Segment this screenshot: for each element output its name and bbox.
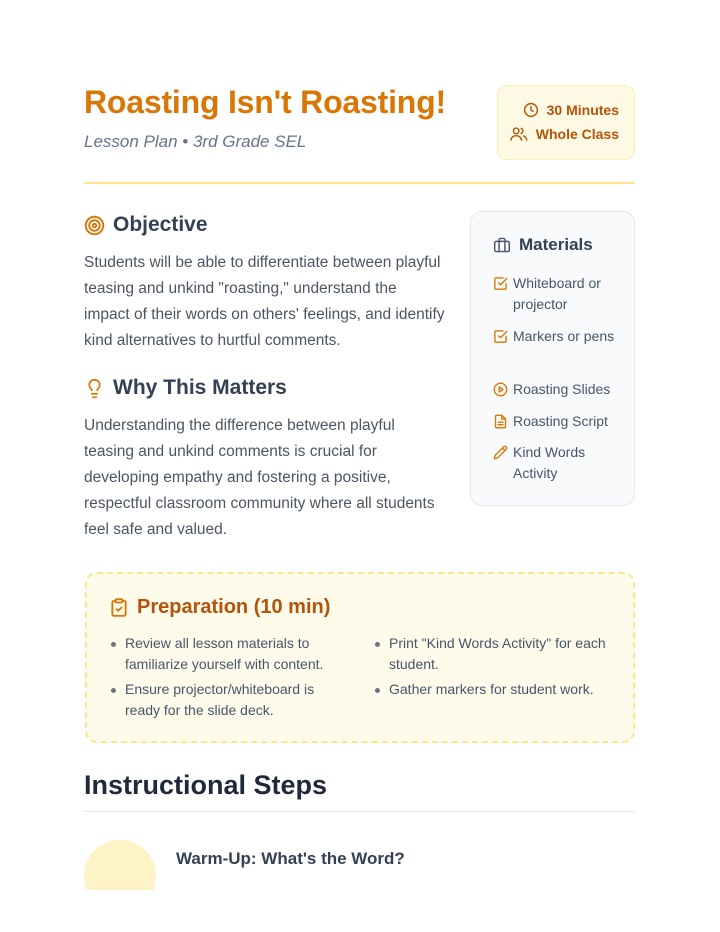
list-item: Gather markers for student work. bbox=[373, 679, 613, 700]
materials-heading bbox=[493, 235, 593, 255]
objective-heading-text: Objective bbox=[113, 213, 208, 236]
objective-heading bbox=[84, 213, 208, 237]
steps-divider bbox=[84, 811, 635, 812]
checkbox-icon bbox=[493, 329, 508, 344]
preparation-heading-text: Preparation (10 min) bbox=[137, 596, 331, 618]
preparation-heading bbox=[109, 596, 330, 619]
material-label: Markers or pens bbox=[513, 328, 615, 344]
page-bottom-margin bbox=[0, 890, 720, 932]
list-item: Ensure projector/whiteboard is ready for the slide deck. bbox=[109, 679, 339, 721]
lightbulb-icon bbox=[84, 378, 105, 399]
preparation-list-left bbox=[109, 633, 339, 725]
objective-text: Students will be able to differentiate between playful teasing and unkind "roasting," understand the impact of their words on others' feelings, and identify kind alternatives to hurtful comments. bbox=[84, 254, 445, 349]
materials-panel bbox=[470, 211, 635, 506]
list-item: Print "Kind Words Activity" for each student. bbox=[373, 633, 613, 675]
material-item bbox=[493, 442, 623, 484]
play-circle-icon bbox=[493, 382, 508, 397]
page-subtitle: Lesson Plan • 3rd Grade SEL bbox=[84, 132, 307, 151]
materials-heading-text: Materials bbox=[519, 235, 593, 254]
material-item bbox=[493, 326, 623, 347]
material-item bbox=[493, 411, 623, 432]
material-label: Roasting Script bbox=[513, 413, 608, 429]
material-item bbox=[493, 273, 623, 315]
users-icon bbox=[510, 126, 528, 142]
lesson-meta-box bbox=[497, 85, 635, 160]
material-item bbox=[493, 379, 623, 400]
checkbox-icon bbox=[493, 276, 508, 291]
duration-label: 30 Minutes bbox=[546, 102, 619, 118]
grouping-badge bbox=[510, 126, 619, 142]
page-title: Roasting Isn't Roasting! bbox=[84, 84, 446, 120]
why-heading bbox=[84, 376, 287, 400]
list-item: Review all lesson materials to familiarize yourself with content. bbox=[109, 633, 339, 675]
briefcase-icon bbox=[493, 237, 511, 253]
clipboard-check-icon bbox=[109, 597, 129, 618]
grouping-label: Whole Class bbox=[535, 126, 619, 142]
why-heading-text: Why This Matters bbox=[113, 376, 287, 399]
why-text: Understanding the difference between playful teasing and unkind comments is crucial for developing empathy and fostering a positive, respectful classroom community where all students feel safe and valued. bbox=[84, 417, 435, 538]
clock-icon bbox=[523, 102, 539, 118]
header-divider bbox=[84, 182, 635, 184]
material-label: Kind Words Activity bbox=[513, 444, 586, 481]
instructional-steps-heading: Instructional Steps bbox=[84, 770, 328, 800]
target-icon bbox=[84, 215, 105, 236]
pencil-icon bbox=[493, 445, 508, 460]
step-title: Warm-Up: What's the Word? bbox=[176, 849, 405, 868]
document-icon bbox=[493, 414, 508, 429]
preparation-box bbox=[85, 572, 635, 743]
duration-badge bbox=[523, 102, 619, 118]
material-label: Roasting Slides bbox=[513, 381, 611, 397]
material-label: Whiteboard or projector bbox=[513, 275, 601, 312]
preparation-list-right bbox=[373, 633, 613, 704]
